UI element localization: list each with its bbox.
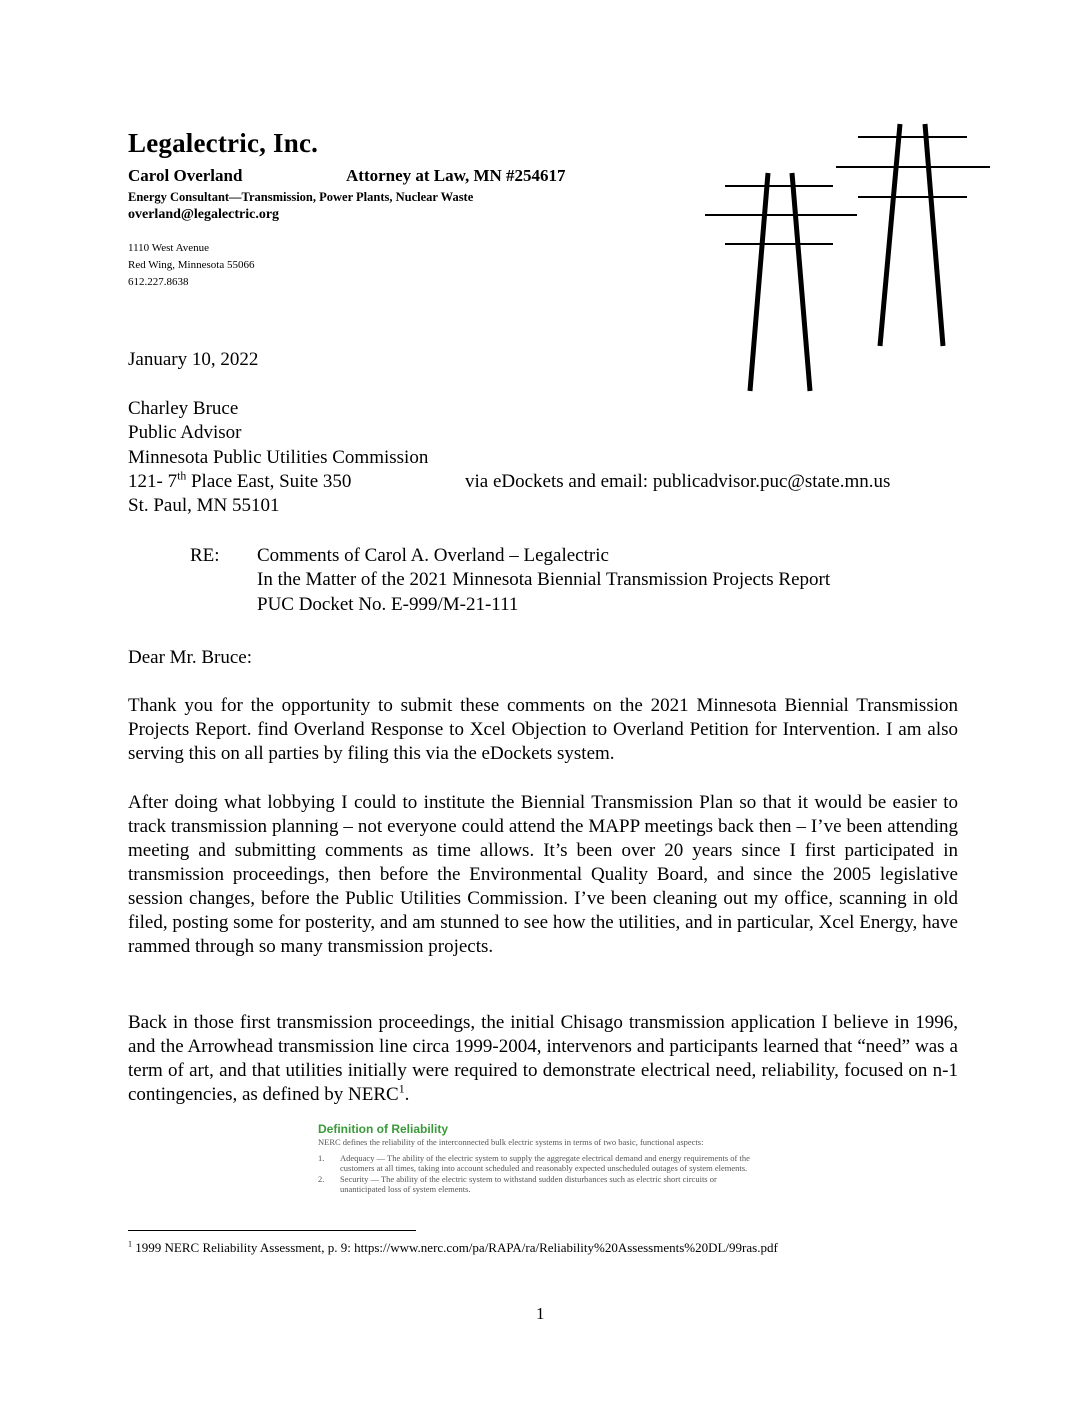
footnote-separator: [128, 1230, 416, 1231]
email: overland@legalectric.org: [128, 207, 280, 222]
recipient-city: St. Paul, MN 55101: [128, 495, 280, 516]
phone: 612.227.8638: [128, 276, 189, 288]
company-name: Legalectric, Inc.: [128, 128, 319, 158]
reliability-figure: [318, 1122, 758, 1194]
consultant-line: Energy Consultant—Transmission, Power Plants, Nuclear Waste: [128, 190, 474, 204]
paragraph-end: .: [404, 1084, 410, 1105]
street-number: 121- 7: [128, 471, 178, 492]
figure-item: [318, 1153, 758, 1173]
re-line: Comments of Carol A. Overland – Legalectric: [257, 545, 609, 566]
re-label: RE:: [190, 545, 220, 566]
address-block: [128, 240, 254, 291]
paragraph: [128, 1011, 958, 1107]
paragraph: Thank you for the opportunity to submit these comments on the 2021 Minnesota Biennial Transmission Projects Report. find Overland Response to Xcel Objection to Overland Petition for Intervention. I am also serving this on all parties by filing this via the eDockets system.: [128, 695, 958, 764]
street-ordinal: th: [177, 469, 187, 483]
figure-item-number: 2.: [318, 1174, 325, 1184]
recipient-title: Public Advisor: [128, 422, 242, 443]
re-line: In the Matter of the 2021 Minnesota Biennial Transmission Projects Report: [257, 569, 831, 590]
figure-intro: NERC defines the reliability of the interconnected bulk electric systems in terms of two basic, functional aspects:: [318, 1137, 704, 1147]
paragraph-text: Back in those first transmission proceedings, the initial Chisago transmission application I believe in 1996, and the Arrowhead transmission line circa 1999-2004, intervenors and participants learned that “need” was a term of art, and that utilities initially were required to demonstrate electrical need, reliability, focused on n-1 contingencies, as defined by NERC: [128, 1012, 958, 1105]
figure-item-number: 1.: [318, 1153, 325, 1163]
figure-title: Definition of Reliability: [318, 1122, 449, 1136]
letter-date: January 10, 2022: [128, 349, 259, 370]
figure-item-text: Security — The ability of the electric system to withstand sudden disturbances such as electric short circuits or unanticipated loss of system elements.: [340, 1174, 717, 1194]
re-line: PUC Docket No. E-999/M-21-111: [257, 594, 519, 615]
recipient-street: [128, 470, 351, 494]
footnote-text: 1999 NERC Reliability Assessment, p. 9: https://www.nerc.com/pa/RAPA/ra/Reliability%20Assessments%20DL/99ras.pdf: [132, 1240, 778, 1255]
figure-item: [318, 1174, 758, 1194]
delivery-method: via eDockets and email: publicadvisor.puc@state.mn.us: [465, 471, 891, 492]
attorney-name: Carol Overland: [128, 166, 243, 185]
attorney-title: Attorney at Law, MN #254617: [346, 166, 566, 185]
address-line: 1110 West Avenue: [128, 242, 209, 254]
address-line: Red Wing, Minnesota 55066: [128, 259, 255, 271]
street-rest: Place East, Suite 350: [186, 471, 352, 492]
paragraph: After doing what lobbying I could to institute the Biennial Transmission Plan so that it would be easier to track transmission planning – not everyone could attend the MAPP meetings back then – I’ve been attending meeting and submitting comments as time allows. It’s been over 20 years since I first participated in transmission proceedings, then before the Environmental Quality Board, and since the 2005 legislative session changes, before the Public Utilities Commission. I’ve been cleaning out my office, scanning in old filed, posting some for posterity, and am stunned to see how the utilities, and in particular, Xcel Energy, have rammed through so many transmission projects.: [128, 792, 958, 957]
transmission-towers-logo: [700, 118, 1000, 403]
footnote-number: 1: [128, 1239, 133, 1249]
recipient-org: Minnesota Public Utilities Commission: [128, 447, 429, 468]
recipient-name: Charley Bruce: [128, 398, 239, 419]
page-number: 1: [536, 1304, 545, 1323]
figure-item-text: Adequacy — The ability of the electric system to supply the aggregate electrical demand and energy requirements of the customers at all times, taking into account scheduled and reasonably expected unscheduled outages of system elements.: [340, 1153, 750, 1173]
footnote: [128, 1240, 778, 1256]
footnote-ref: 1: [398, 1082, 405, 1096]
salutation: Dear Mr. Bruce:: [128, 647, 252, 668]
